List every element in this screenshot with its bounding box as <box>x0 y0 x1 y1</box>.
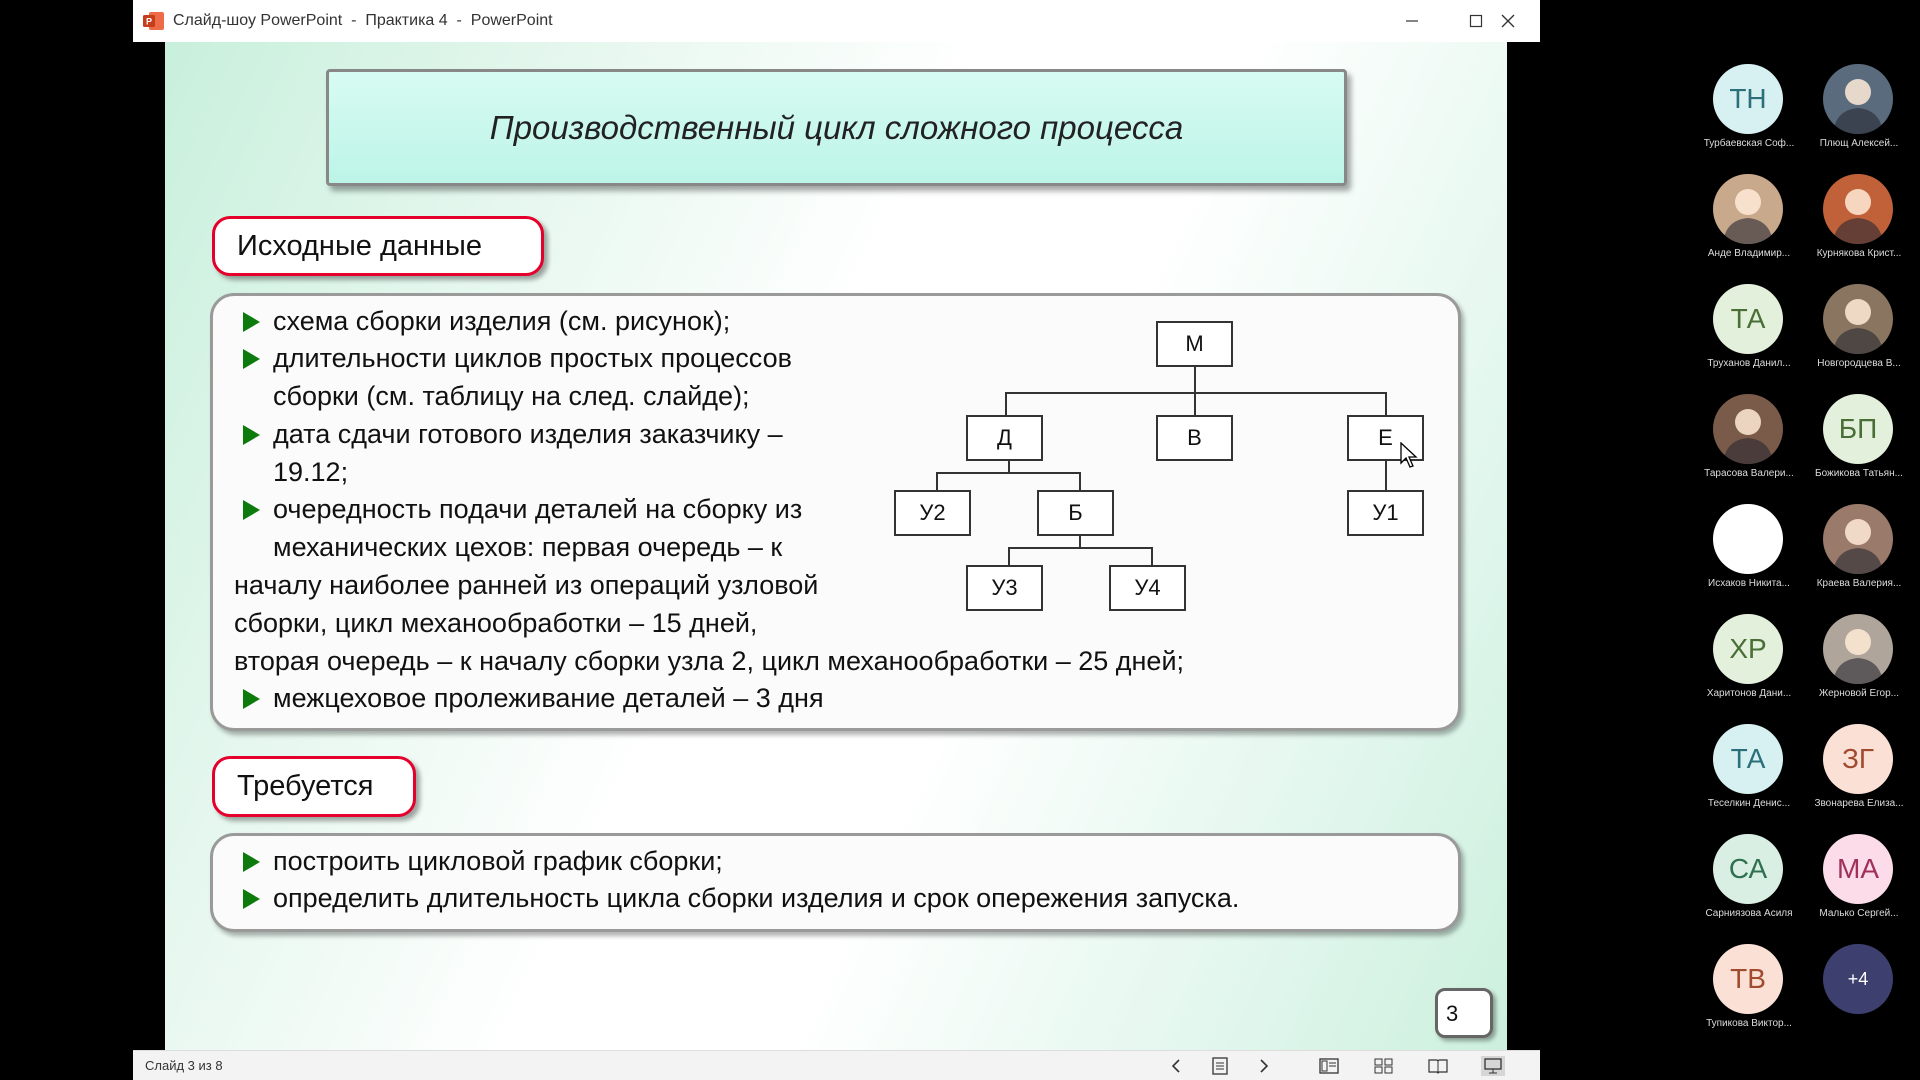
required-label: Требуется <box>212 756 416 817</box>
bullet-text: длительности циклов простых процессов <box>273 343 792 373</box>
tree-line <box>1079 472 1081 492</box>
participant-tile[interactable] <box>1694 57 1804 147</box>
title-box <box>326 69 1347 186</box>
source-data-label: Исходные данные <box>212 216 544 276</box>
avatar <box>1713 504 1783 574</box>
participant-tile[interactable] <box>1804 277 1914 367</box>
participant-tile[interactable] <box>1694 497 1804 587</box>
participant-tile[interactable] <box>1694 167 1804 257</box>
slide-title: Производственный цикл сложного процесса <box>489 108 1184 146</box>
bullet-text-continuation: вторая очередь – к началу сборки узла 2, цикл механообработки – 25 дней; <box>234 646 1185 676</box>
participant-name: Сарниязова Асиля <box>1705 908 1793 919</box>
avatar: ТА <box>1713 724 1783 794</box>
avatar: СА <box>1713 834 1783 904</box>
bullet-text: дата сдачи готового изделия заказчику – <box>273 419 783 449</box>
participant-tile[interactable] <box>1694 387 1804 477</box>
status-bar <box>133 1050 1540 1080</box>
tree-node-u1: У1 <box>1347 490 1424 536</box>
svg-text:P: P <box>145 16 153 27</box>
participant-name: Исхаков Никита... <box>1708 578 1790 589</box>
participant-tile[interactable] <box>1804 57 1914 147</box>
tree-node-u3: У3 <box>966 565 1043 611</box>
close-icon <box>1501 14 1515 28</box>
avatar <box>1823 504 1893 574</box>
avatar <box>1823 614 1893 684</box>
close-button[interactable] <box>1476 0 1540 42</box>
participant-tile[interactable] <box>1804 167 1914 257</box>
avatar: ХР <box>1713 614 1783 684</box>
bullet-text: очередность подачи деталей на сборку из <box>273 494 803 524</box>
bullet-text: определить длительность цикла сборки изделия и срок опережения запуска. <box>273 883 1240 913</box>
participant-name: Турбаевская Соф... <box>1703 138 1795 149</box>
bullet-text: построить цикловой график сборки; <box>273 846 723 876</box>
user-photo-icon <box>1713 394 1783 464</box>
avatar: БП <box>1823 394 1893 464</box>
normal-view-button[interactable] <box>1317 1056 1341 1076</box>
tree-line <box>936 472 938 492</box>
participant-name: Харитонов Дани... <box>1706 688 1792 699</box>
minimize-button[interactable] <box>1380 0 1444 42</box>
avatar <box>1823 174 1893 244</box>
participant-name: Новгородцева В... <box>1817 358 1901 369</box>
bullet-text: межцеховое пролеживание деталей – 3 дня <box>273 683 824 713</box>
mouse-cursor-icon <box>1400 442 1418 470</box>
bullet-text-continuation: сборки, цикл механообработки – 15 дней, <box>234 608 758 638</box>
avatar: +4 <box>1823 944 1893 1014</box>
bullet-arrow-icon <box>243 852 260 872</box>
tree-node-u4: У4 <box>1109 565 1186 611</box>
bullet-arrow-icon <box>243 889 260 909</box>
slideshow-button[interactable] <box>1481 1056 1505 1076</box>
tree-node-v: В <box>1156 415 1233 461</box>
bullet-text-continuation: сборки (см. таблицу на след. слайде); <box>273 381 750 411</box>
participant-tile[interactable] <box>1694 827 1804 917</box>
bullet-arrow-icon <box>243 689 260 709</box>
slide-sorter-button[interactable] <box>1372 1056 1396 1076</box>
book-icon <box>1428 1058 1448 1074</box>
previous-slide-button[interactable] <box>1164 1056 1188 1076</box>
tree-node-m: М <box>1156 321 1233 367</box>
participant-name: Труханов Данил... <box>1707 358 1791 369</box>
participant-name: Тупикова Виктор... <box>1706 1018 1792 1029</box>
participant-tile[interactable] <box>1804 827 1914 917</box>
avatar <box>1823 284 1893 354</box>
tree-node-d: Д <box>966 415 1043 461</box>
window-title: Слайд-шоу PowerPoint - Практика 4 - PowerPoint <box>173 12 553 29</box>
participant-tile[interactable] <box>1694 277 1804 367</box>
participant-name: Тарасова Валери... <box>1704 468 1794 479</box>
tree-node-u2: У2 <box>894 490 971 536</box>
participant-name: Теселкин Денис... <box>1707 798 1791 809</box>
participants-panel <box>1680 0 1920 1080</box>
participant-tile[interactable] <box>1804 387 1914 477</box>
bullet-arrow-icon <box>243 425 260 445</box>
user-photo-icon <box>1823 174 1893 244</box>
bullet-arrow-icon <box>243 349 260 369</box>
participant-tile[interactable] <box>1694 607 1804 697</box>
participant-name: Плющ Алексей... <box>1819 138 1899 149</box>
avatar: ТВ <box>1713 944 1783 1014</box>
slide-page-number: 3 <box>1435 988 1493 1038</box>
participant-tile[interactable] <box>1694 937 1804 1027</box>
bullet-text-continuation: 19.12; <box>273 457 349 487</box>
bullet-arrow-icon <box>243 500 260 520</box>
avatar: ТН <box>1713 64 1783 134</box>
bullet-text-continuation: началу наиболее ранней из операций узловой <box>234 570 819 600</box>
user-photo-icon <box>1713 174 1783 244</box>
participant-tile[interactable] <box>1694 717 1804 807</box>
user-photo-icon <box>1823 284 1893 354</box>
bullet-text-continuation: механических цехов: первая очередь – к <box>273 532 783 562</box>
tree-line <box>1385 461 1387 492</box>
slideshow-icon <box>1484 1057 1502 1075</box>
participant-name: Жерновой Егор... <box>1819 688 1899 699</box>
participant-name: Анде Владимир... <box>1707 248 1791 259</box>
participant-tile[interactable] <box>1804 497 1914 587</box>
bullet-arrow-icon <box>243 312 260 332</box>
powerpoint-icon <box>143 11 165 31</box>
required-panel <box>210 833 1461 932</box>
chevron-right-icon <box>1258 1058 1270 1074</box>
bullet-text: схема сборки изделия (см. рисунок); <box>273 306 731 336</box>
slide-counter: Слайд 3 из 8 <box>145 1058 223 1073</box>
more-participants-tile[interactable] <box>1804 937 1914 1027</box>
user-photo-icon <box>1823 614 1893 684</box>
grid-icon <box>1374 1058 1394 1074</box>
chevron-left-icon <box>1170 1058 1182 1074</box>
menu-icon <box>1212 1057 1228 1075</box>
participant-name: Краева Валерия... <box>1816 578 1902 589</box>
tree-line <box>936 472 1081 474</box>
avatar: ЗГ <box>1823 724 1893 794</box>
tree-line <box>1005 392 1387 394</box>
title-bar <box>133 0 1540 42</box>
tree-line <box>1385 392 1387 417</box>
tree-node-b: Б <box>1037 490 1114 536</box>
tree-line <box>1194 367 1196 393</box>
avatar <box>1823 64 1893 134</box>
tree-line <box>1005 392 1007 417</box>
tree-node-e: Е <box>1347 415 1424 461</box>
avatar: ТА <box>1713 284 1783 354</box>
avatar <box>1713 394 1783 464</box>
tree-line <box>1008 547 1153 549</box>
participant-tile[interactable] <box>1804 607 1914 697</box>
participant-name: Малько Сергей... <box>1819 908 1899 919</box>
powerpoint-window <box>133 0 1540 1080</box>
participant-tile[interactable] <box>1804 717 1914 807</box>
tree-line <box>1194 392 1196 417</box>
participant-name: Божикова Татьян... <box>1815 468 1903 479</box>
slide-stage <box>133 42 1540 1050</box>
slide[interactable] <box>165 42 1507 1050</box>
user-photo-icon <box>1823 64 1893 134</box>
participant-name: Звонарева Елиза... <box>1814 798 1904 809</box>
slide-menu-button[interactable] <box>1208 1056 1232 1076</box>
minimize-icon <box>1405 14 1419 28</box>
participant-name: Курнякова Крист... <box>1816 248 1902 259</box>
reading-view-button[interactable] <box>1426 1056 1450 1076</box>
source-data-panel <box>210 293 1461 731</box>
avatar <box>1713 174 1783 244</box>
next-slide-button[interactable] <box>1252 1056 1276 1076</box>
user-photo-icon <box>1823 504 1893 574</box>
normal-view-icon <box>1319 1058 1339 1074</box>
avatar: МА <box>1823 834 1893 904</box>
